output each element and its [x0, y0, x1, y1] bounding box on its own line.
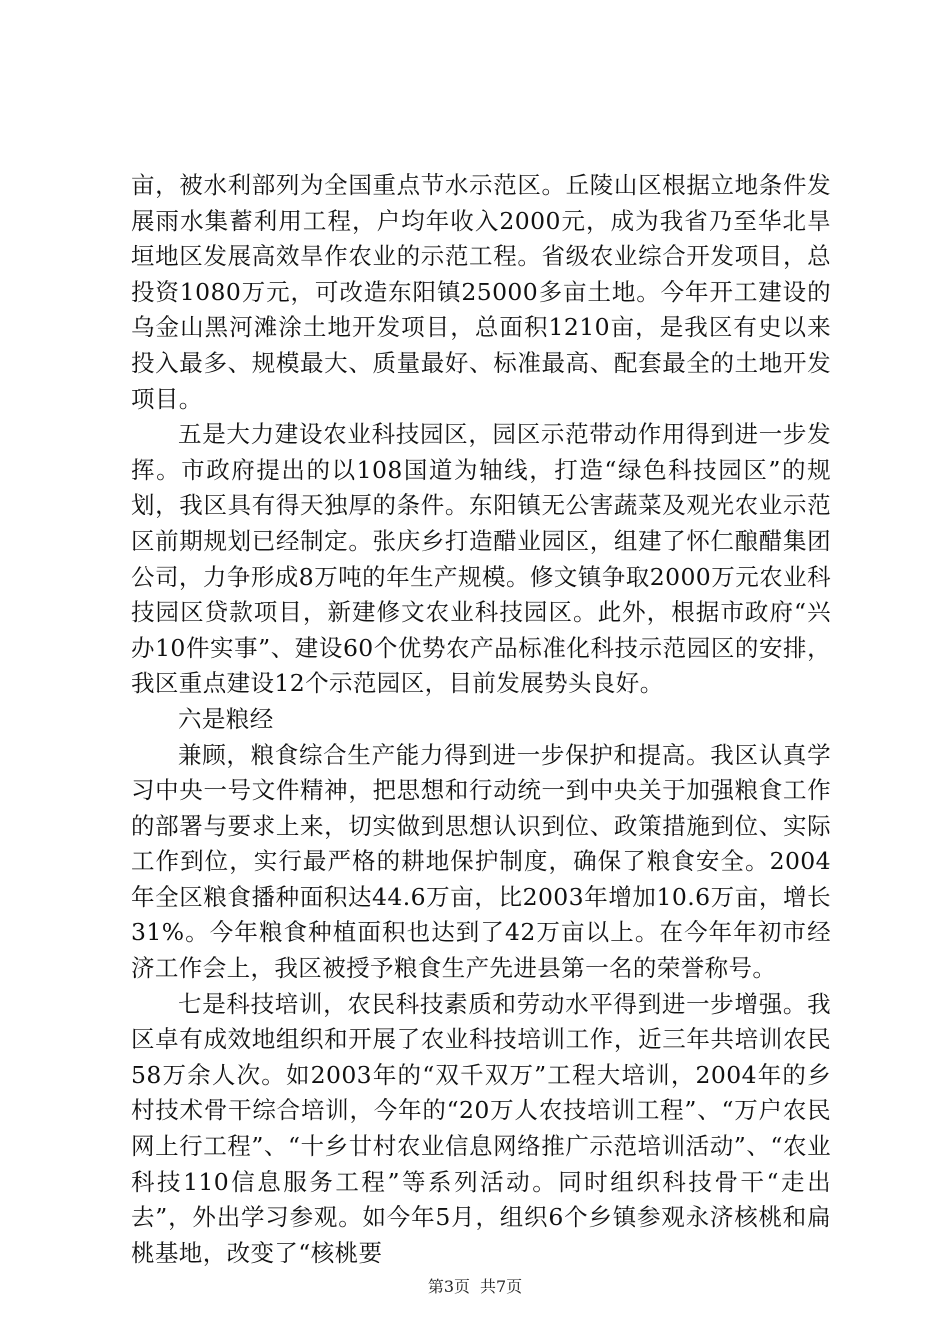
paragraph-1: 亩，被水利部列为全国重点节水示范区。丘陵山区根据立地条件发展雨水集蓄利用工程，户均年收入2000元，成为我省乃至华北旱垣地区发展高效旱作农业的示范工程。省级农业综合开发项目，总投资1080万元，可改造东阳镇25000多亩土地。今年开工建设的乌金山黑河滩涂土地开发项目，总面积1210亩，是我区有史以来投入最多、规模最大、质量最好、标准最高、配套最全的土地开发项目。: [131, 171, 831, 413]
page-footer: [0, 1277, 950, 1297]
page-number-total: 共7页: [480, 1277, 523, 1296]
page-number-current: 第3页: [427, 1277, 470, 1296]
document-body: [131, 168, 831, 1271]
paragraph-2: 五是大力建设农业科技园区，园区示范带动作用得到进一步发挥。市政府提出的以108国道为轴线，打造“绿色科技园区”的规划，我区具有得天独厚的条件。东阳镇无公害蔬菜及观光农业示范区前期规划已经制定。张庆乡打造醋业园区，组建了怀仁酿醋集团公司，力争形成8万吨的年生产规模。修文镇争取2000万元农业科技园区贷款项目，新建修文农业科技园区。此外，根据市政府“兴办10件实事”、建设60个优势农产品标准化科技示范园区的安排，我区重点建设12个示范园区，目前发展势头良好。: [131, 420, 831, 698]
paragraph-4: 兼顾，粮食综合生产能力得到进一步保护和提高。我区认真学习中央一号文件精神，把思想和行动统一到中央关于加强粮食工作的部署与要求上来，切实做到思想认识到位、政策措施到位、实际工作到位，实行最严格的耕地保护制度，确保了粮食安全。2004年全区粮食播种面积达44.6万亩，比2003年增加10.6万亩，增长31%。今年粮食种植面积也达到了42万亩以上。在今年年初市经济工作会上，我区被授予粮食生产先进县第一名的荣誉称号。: [131, 740, 831, 983]
paragraph-3: 六是粮经: [178, 704, 274, 733]
paragraph-5: 七是科技培训，农民科技素质和劳动水平得到进一步增强。我区卓有成效地组织和开展了农业科技培训工作，近三年共培训农民58万余人次。如2003年的“双千双万”工程大培训，2004年的乡村技术骨干综合培训，今年的“20万人农技培训工程”、“万户农民网上行工程”、“十乡廿村农业信息网络推广示范培训活动”、“农业科技110信息服务工程”等系列活动。同时组织科技骨干“走出去”，外出学习参观。如今年5月，组织6个乡镇参观永济核桃和扁桃基地，改变了“核桃要: [131, 989, 831, 1267]
